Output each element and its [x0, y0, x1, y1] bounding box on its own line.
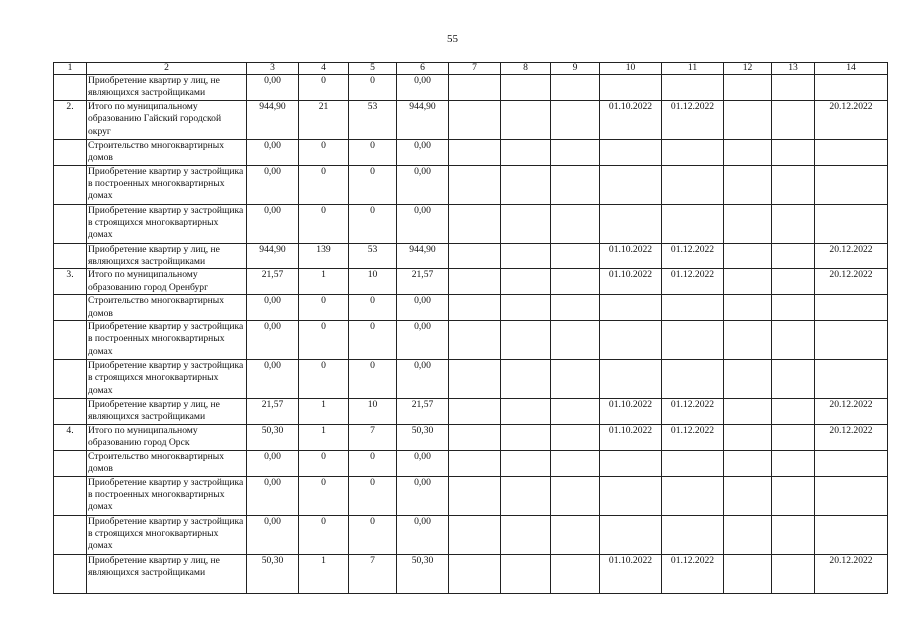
col5-cell: 0: [349, 165, 397, 204]
col7-cell: [449, 360, 501, 399]
col14-date-cell: 20.12.2022: [815, 424, 888, 450]
col14-date-cell: [815, 360, 888, 399]
indicator-name-cell: Приобретение квартир у застройщика в строящихся многоквартирных домах: [87, 360, 247, 399]
col10-date-cell: [600, 476, 662, 515]
col6-cell: 21,57: [397, 399, 449, 425]
col8-cell: [501, 295, 551, 321]
indicator-name-cell: Приобретение квартир у застройщика в построенных многоквартирных домах: [87, 476, 247, 515]
col12-cell: [724, 321, 772, 360]
row-number-cell: [54, 399, 87, 425]
col5-cell: 53: [349, 100, 397, 139]
column-number-row: [54, 63, 888, 75]
row-number-cell: [54, 476, 87, 515]
col8-cell: [501, 321, 551, 360]
col6-cell: 0,00: [397, 204, 449, 243]
col12-cell: [724, 295, 772, 321]
indicator-name-cell: Приобретение квартир у лиц, не являющихся застройщиками: [87, 75, 247, 101]
col8-cell: [501, 204, 551, 243]
row-number-cell: 3.: [54, 269, 87, 295]
col4-cell: 0: [299, 139, 349, 165]
col11-date-cell: 01.12.2022: [662, 100, 724, 139]
col13-cell: [772, 399, 815, 425]
col5-cell: 0: [349, 515, 397, 554]
col7-cell: [449, 204, 501, 243]
col14-date-cell: [815, 515, 888, 554]
col10-date-cell: [600, 165, 662, 204]
indicator-name-cell: Строительство многоквартирных домов: [87, 139, 247, 165]
col11-date-cell: [662, 165, 724, 204]
table-row: [54, 295, 888, 321]
col9-cell: [551, 295, 600, 321]
col12-cell: [724, 204, 772, 243]
table-row: [54, 139, 888, 165]
col14-date-cell: [815, 450, 888, 476]
col6-cell: 50,30: [397, 424, 449, 450]
table-row: [54, 269, 888, 295]
col13-cell: [772, 75, 815, 101]
indicator-name-cell: Приобретение квартир у застройщика в строящихся многоквартирных домах: [87, 515, 247, 554]
col3-cell: 21,57: [247, 399, 299, 425]
col4-cell: 0: [299, 75, 349, 101]
col7-cell: [449, 515, 501, 554]
col7-cell: [449, 295, 501, 321]
column-header: 10: [600, 63, 662, 75]
col6-cell: 944,90: [397, 100, 449, 139]
col5-cell: 0: [349, 450, 397, 476]
col6-cell: 944,90: [397, 243, 449, 269]
col7-cell: [449, 554, 501, 593]
col7-cell: [449, 165, 501, 204]
col4-cell: 21: [299, 100, 349, 139]
indicator-name-cell: Итого по муниципальному образованию город Орск: [87, 424, 247, 450]
program-table: [53, 62, 888, 594]
col4-cell: 1: [299, 269, 349, 295]
col11-date-cell: [662, 139, 724, 165]
col7-cell: [449, 139, 501, 165]
col11-date-cell: 01.12.2022: [662, 554, 724, 593]
col8-cell: [501, 476, 551, 515]
col6-cell: 0,00: [397, 75, 449, 101]
col13-cell: [772, 515, 815, 554]
col8-cell: [501, 424, 551, 450]
col3-cell: 0,00: [247, 476, 299, 515]
col11-date-cell: [662, 450, 724, 476]
col9-cell: [551, 204, 600, 243]
col4-cell: 0: [299, 476, 349, 515]
col9-cell: [551, 515, 600, 554]
column-header: 9: [551, 63, 600, 75]
col9-cell: [551, 75, 600, 101]
col6-cell: 0,00: [397, 165, 449, 204]
col8-cell: [501, 360, 551, 399]
col14-date-cell: 20.12.2022: [815, 269, 888, 295]
col7-cell: [449, 476, 501, 515]
table-row: [54, 476, 888, 515]
col3-cell: 0,00: [247, 75, 299, 101]
col11-date-cell: [662, 75, 724, 101]
col14-date-cell: [815, 204, 888, 243]
col6-cell: 0,00: [397, 450, 449, 476]
row-number-cell: [54, 450, 87, 476]
col12-cell: [724, 554, 772, 593]
col12-cell: [724, 269, 772, 295]
indicator-name-cell: Приобретение квартир у застройщика в построенных многоквартирных домах: [87, 165, 247, 204]
col11-date-cell: [662, 360, 724, 399]
col9-cell: [551, 476, 600, 515]
col5-cell: 7: [349, 554, 397, 593]
col4-cell: 0: [299, 165, 349, 204]
col5-cell: 0: [349, 476, 397, 515]
table-row: [54, 75, 888, 101]
col9-cell: [551, 360, 600, 399]
col8-cell: [501, 554, 551, 593]
col6-cell: 0,00: [397, 476, 449, 515]
col13-cell: [772, 139, 815, 165]
col3-cell: 0,00: [247, 165, 299, 204]
col7-cell: [449, 399, 501, 425]
col4-cell: 0: [299, 515, 349, 554]
col11-date-cell: 01.12.2022: [662, 243, 724, 269]
col5-cell: 0: [349, 204, 397, 243]
col6-cell: 0,00: [397, 295, 449, 321]
col14-date-cell: [815, 165, 888, 204]
column-header: 6: [397, 63, 449, 75]
indicator-name-cell: Итого по муниципальному образованию город Оренбург: [87, 269, 247, 295]
col4-cell: 139: [299, 243, 349, 269]
col10-date-cell: 01.10.2022: [600, 243, 662, 269]
col5-cell: 0: [349, 360, 397, 399]
table-row: [54, 399, 888, 425]
col4-cell: 0: [299, 295, 349, 321]
col13-cell: [772, 476, 815, 515]
table-row: [54, 204, 888, 243]
row-number-cell: [54, 321, 87, 360]
col8-cell: [501, 515, 551, 554]
col4-cell: 0: [299, 204, 349, 243]
row-number-cell: [54, 243, 87, 269]
col5-cell: 53: [349, 243, 397, 269]
col13-cell: [772, 450, 815, 476]
col14-date-cell: 20.12.2022: [815, 243, 888, 269]
indicator-name-cell: Приобретение квартир у застройщика в построенных многоквартирных домах: [87, 321, 247, 360]
col14-date-cell: [815, 75, 888, 101]
col11-date-cell: 01.12.2022: [662, 424, 724, 450]
col4-cell: 1: [299, 424, 349, 450]
col11-date-cell: [662, 321, 724, 360]
col11-date-cell: [662, 295, 724, 321]
col10-date-cell: [600, 321, 662, 360]
column-header: 4: [299, 63, 349, 75]
col12-cell: [724, 165, 772, 204]
table-row: [54, 554, 888, 593]
col3-cell: 0,00: [247, 204, 299, 243]
col10-date-cell: 01.10.2022: [600, 554, 662, 593]
table-row: [54, 515, 888, 554]
col8-cell: [501, 450, 551, 476]
table-row: [54, 424, 888, 450]
table-body: [54, 75, 888, 594]
col12-cell: [724, 399, 772, 425]
column-header: 14: [815, 63, 888, 75]
col11-date-cell: [662, 476, 724, 515]
col12-cell: [724, 360, 772, 399]
col14-date-cell: [815, 295, 888, 321]
col9-cell: [551, 243, 600, 269]
col13-cell: [772, 243, 815, 269]
col9-cell: [551, 554, 600, 593]
col3-cell: 944,90: [247, 100, 299, 139]
col13-cell: [772, 165, 815, 204]
col10-date-cell: 01.10.2022: [600, 269, 662, 295]
col4-cell: 0: [299, 450, 349, 476]
col5-cell: 0: [349, 75, 397, 101]
col11-date-cell: [662, 515, 724, 554]
indicator-name-cell: Строительство многоквартирных домов: [87, 450, 247, 476]
table-row: [54, 100, 888, 139]
col3-cell: 50,30: [247, 554, 299, 593]
col10-date-cell: [600, 360, 662, 399]
col13-cell: [772, 360, 815, 399]
col9-cell: [551, 424, 600, 450]
col8-cell: [501, 269, 551, 295]
table-row: [54, 321, 888, 360]
col8-cell: [501, 399, 551, 425]
row-number-cell: [54, 139, 87, 165]
col14-date-cell: [815, 321, 888, 360]
col7-cell: [449, 269, 501, 295]
table-row: [54, 243, 888, 269]
col6-cell: 0,00: [397, 139, 449, 165]
col7-cell: [449, 450, 501, 476]
col14-date-cell: [815, 139, 888, 165]
row-number-cell: [54, 75, 87, 101]
col13-cell: [772, 100, 815, 139]
col12-cell: [724, 100, 772, 139]
col9-cell: [551, 269, 600, 295]
row-number-cell: 2.: [54, 100, 87, 139]
row-number-cell: [54, 295, 87, 321]
col9-cell: [551, 321, 600, 360]
col12-cell: [724, 139, 772, 165]
col5-cell: 7: [349, 424, 397, 450]
row-number-cell: [54, 165, 87, 204]
col3-cell: 21,57: [247, 269, 299, 295]
page-number: 55: [447, 33, 458, 45]
col13-cell: [772, 424, 815, 450]
col4-cell: 0: [299, 360, 349, 399]
col3-cell: 0,00: [247, 321, 299, 360]
col10-date-cell: [600, 515, 662, 554]
col14-date-cell: 20.12.2022: [815, 100, 888, 139]
col6-cell: 0,00: [397, 321, 449, 360]
col6-cell: 0,00: [397, 515, 449, 554]
col14-date-cell: 20.12.2022: [815, 399, 888, 425]
col9-cell: [551, 399, 600, 425]
col8-cell: [501, 165, 551, 204]
col12-cell: [724, 424, 772, 450]
col13-cell: [772, 321, 815, 360]
col12-cell: [724, 476, 772, 515]
col11-date-cell: 01.12.2022: [662, 269, 724, 295]
row-number-cell: [54, 360, 87, 399]
column-header: 3: [247, 63, 299, 75]
col8-cell: [501, 75, 551, 101]
col4-cell: 1: [299, 399, 349, 425]
indicator-name-cell: Строительство многоквартирных домов: [87, 295, 247, 321]
col10-date-cell: 01.10.2022: [600, 399, 662, 425]
indicator-name-cell: Приобретение квартир у лиц, не являющихся застройщиками: [87, 243, 247, 269]
col7-cell: [449, 75, 501, 101]
col5-cell: 10: [349, 269, 397, 295]
col13-cell: [772, 295, 815, 321]
indicator-name-cell: Итого по муниципальному образованию Гайский городской округ: [87, 100, 247, 139]
col3-cell: 0,00: [247, 515, 299, 554]
column-header: 7: [449, 63, 501, 75]
col9-cell: [551, 450, 600, 476]
col10-date-cell: [600, 139, 662, 165]
table-row: [54, 360, 888, 399]
col4-cell: 0: [299, 321, 349, 360]
col14-date-cell: 20.12.2022: [815, 554, 888, 593]
row-number-cell: [54, 515, 87, 554]
col5-cell: 0: [349, 139, 397, 165]
col6-cell: 0,00: [397, 360, 449, 399]
col6-cell: 21,57: [397, 269, 449, 295]
indicator-name-cell: Приобретение квартир у лиц, не являющихся застройщиками: [87, 399, 247, 425]
col5-cell: 10: [349, 399, 397, 425]
col8-cell: [501, 139, 551, 165]
col5-cell: 0: [349, 295, 397, 321]
col13-cell: [772, 554, 815, 593]
col12-cell: [724, 450, 772, 476]
col4-cell: 1: [299, 554, 349, 593]
indicator-name-cell: Приобретение квартир у застройщика в строящихся многоквартирных домах: [87, 204, 247, 243]
col7-cell: [449, 424, 501, 450]
col12-cell: [724, 75, 772, 101]
column-header: 8: [501, 63, 551, 75]
column-header: 1: [54, 63, 87, 75]
row-number-cell: [54, 204, 87, 243]
table-row: [54, 450, 888, 476]
col10-date-cell: 01.10.2022: [600, 100, 662, 139]
table-row: [54, 165, 888, 204]
row-number-cell: 4.: [54, 424, 87, 450]
col12-cell: [724, 243, 772, 269]
col9-cell: [551, 139, 600, 165]
col13-cell: [772, 269, 815, 295]
col5-cell: 0: [349, 321, 397, 360]
col14-date-cell: [815, 476, 888, 515]
col13-cell: [772, 204, 815, 243]
column-header: 2: [87, 63, 247, 75]
col3-cell: 0,00: [247, 139, 299, 165]
col3-cell: 0,00: [247, 450, 299, 476]
col10-date-cell: [600, 75, 662, 101]
col7-cell: [449, 100, 501, 139]
col10-date-cell: [600, 450, 662, 476]
column-header: 11: [662, 63, 724, 75]
col10-date-cell: [600, 204, 662, 243]
indicator-name-cell: Приобретение квартир у лиц, не являющихся застройщиками: [87, 554, 247, 593]
col7-cell: [449, 321, 501, 360]
row-number-cell: [54, 554, 87, 593]
col9-cell: [551, 165, 600, 204]
col8-cell: [501, 243, 551, 269]
col3-cell: 0,00: [247, 360, 299, 399]
column-header: 13: [772, 63, 815, 75]
col12-cell: [724, 515, 772, 554]
column-header: 5: [349, 63, 397, 75]
col6-cell: 50,30: [397, 554, 449, 593]
col3-cell: 50,30: [247, 424, 299, 450]
col10-date-cell: [600, 295, 662, 321]
col11-date-cell: 01.12.2022: [662, 399, 724, 425]
col7-cell: [449, 243, 501, 269]
col11-date-cell: [662, 204, 724, 243]
col3-cell: 0,00: [247, 295, 299, 321]
column-header: 12: [724, 63, 772, 75]
col8-cell: [501, 100, 551, 139]
col9-cell: [551, 100, 600, 139]
col10-date-cell: 01.10.2022: [600, 424, 662, 450]
col3-cell: 944,90: [247, 243, 299, 269]
